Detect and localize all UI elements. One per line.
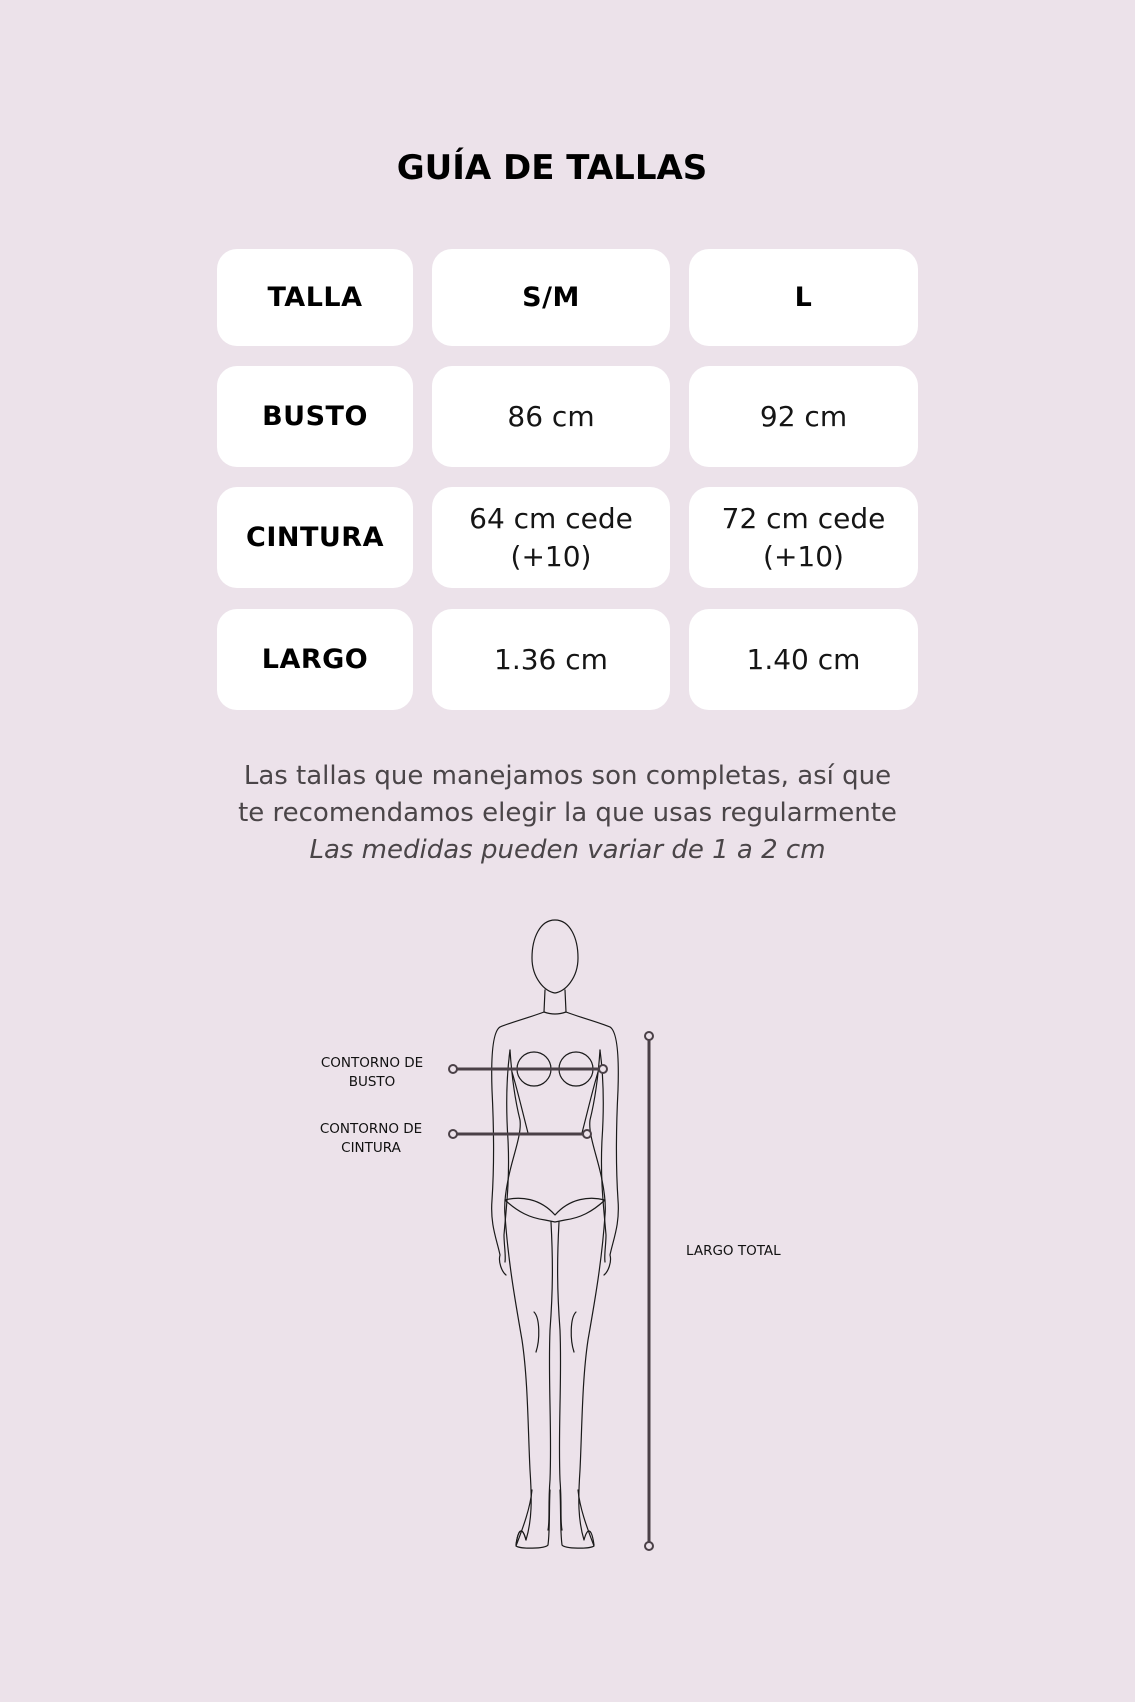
table-header-l: L [689,249,918,346]
length-measure-label: LARGO TOTAL [686,1243,781,1259]
largo-sm-value: 1.36 cm [432,609,670,710]
note-line-3: Las medidas pueden variar de 1 a 2 cm [309,835,826,865]
cintura-sm-line2: (+10) [510,539,592,573]
page-title: GUÍA DE TALLAS [396,148,708,188]
table-header-sm: S/M [432,249,670,346]
waist-measure-label: CONTORNO DE CINTURA [319,1121,423,1156]
cintura-l-line2: (+10) [763,539,844,573]
row-label-cintura: CINTURA [217,487,413,588]
row-label-largo: LARGO [217,609,413,710]
cintura-l-line1: 72 cm cede [721,501,886,535]
table-header-talla: TALLA [217,249,413,346]
row-label-busto: BUSTO [217,366,413,467]
cintura-sm-line1: 64 cm cede [469,501,633,535]
bust-measure-label: CONTORNO DE BUSTO [320,1055,424,1090]
busto-l-value: 92 cm [689,366,918,467]
largo-l-value: 1.40 cm [689,609,918,710]
note-line-2: te recomendamos elegir la que usas regularmente [238,798,897,828]
note-line-1: Las tallas que manejamos son completas, así que [243,761,892,791]
busto-sm-value: 86 cm [432,366,670,467]
